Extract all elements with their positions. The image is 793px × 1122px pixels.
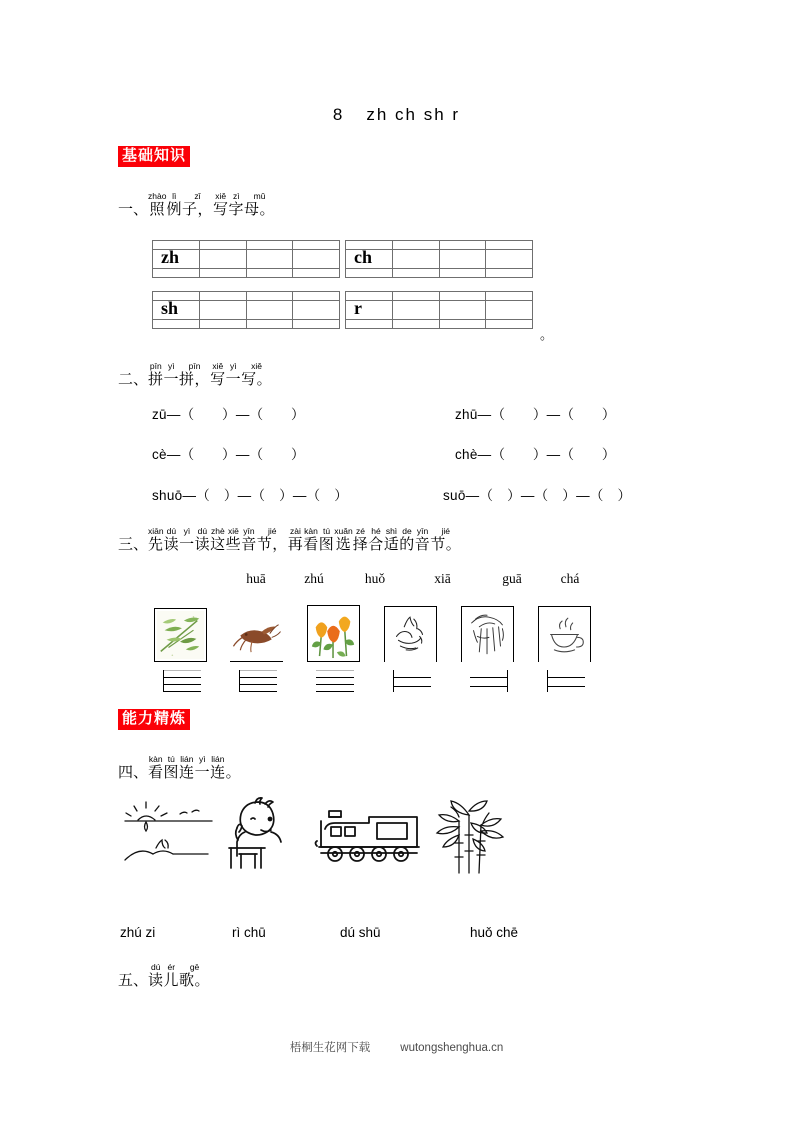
tea-cup-icon xyxy=(539,607,590,662)
answer-stave-6[interactable] xyxy=(547,670,585,692)
stave-line xyxy=(163,691,201,692)
grid-cell[interactable] xyxy=(393,241,440,277)
stave-line xyxy=(393,686,431,687)
word-label-4[interactable]: huǒ chē xyxy=(470,925,519,940)
ruby-xian: xiān 先 xyxy=(148,526,164,553)
grid-cell[interactable] xyxy=(293,241,339,277)
exercise-3-number: 三、 xyxy=(118,536,149,553)
grid-line-top xyxy=(247,300,293,301)
picture-fire-bird-sketch xyxy=(384,606,437,662)
ruby-xie: xiē 些 xyxy=(225,526,242,553)
grid-letter: r xyxy=(354,298,362,318)
grid-line-mid xyxy=(200,319,246,320)
grid-line-mid xyxy=(293,268,339,269)
train-icon xyxy=(313,805,428,867)
syllable-5: guā xyxy=(502,571,522,586)
ruby-du: dú 读 xyxy=(148,962,164,989)
syllable-4: xiā xyxy=(434,571,451,586)
ruby-pin2: pīn 拼， xyxy=(179,361,211,388)
pair-row-left-3[interactable]: shuō—（ ）—（ ）—（ ） xyxy=(152,488,349,503)
ruby-xie: xiě 写 xyxy=(212,191,229,218)
exercise-1-number: 一、 xyxy=(118,201,149,218)
grid-line-mid xyxy=(346,268,392,269)
ruby-zai: zài 再 xyxy=(287,526,304,553)
word-label-2[interactable]: rì chū xyxy=(232,925,266,940)
ruby-yi: yì 一 xyxy=(179,526,195,553)
grid-line-top xyxy=(200,300,246,301)
stave-line xyxy=(316,677,354,678)
stave-line xyxy=(163,670,201,671)
stave-line xyxy=(316,691,354,692)
grid-cell[interactable] xyxy=(486,292,532,328)
ruby-xuan: xuǎn 选 xyxy=(334,526,353,553)
picture-tea-cup xyxy=(538,606,591,662)
grid-letter: sh xyxy=(161,298,179,318)
exercise-4-period: 。 xyxy=(225,764,241,781)
grid-cell[interactable] xyxy=(486,241,532,277)
grid-line-top xyxy=(247,249,293,250)
picture-tulip-flowers xyxy=(307,605,360,662)
grid-line-mid xyxy=(247,268,293,269)
exercise-2-number: 二、 xyxy=(118,371,149,388)
ruby-de: de 的 xyxy=(399,526,415,553)
stave-line xyxy=(393,677,431,678)
pinyin-grid-ch[interactable] xyxy=(345,240,533,278)
grid-line-top xyxy=(293,300,339,301)
grid-letter: ch xyxy=(354,247,372,267)
exercise-1-heading xyxy=(118,192,275,219)
drawing-sunrise xyxy=(120,800,215,870)
stave-edge xyxy=(163,670,164,692)
ruby-jie: jié 节， xyxy=(256,526,288,553)
answer-stave-4[interactable] xyxy=(393,670,431,692)
drawing-train xyxy=(313,805,428,867)
grid-line-mid xyxy=(153,268,199,269)
stave-line xyxy=(316,670,354,671)
ruby-pin: pīn 拼 xyxy=(148,361,164,388)
ruby-ze: zé 择 xyxy=(352,526,369,553)
grid-line-mid xyxy=(440,268,486,269)
grid-cell[interactable] xyxy=(293,292,339,328)
grid-line-top xyxy=(346,300,392,301)
grid-line-top xyxy=(393,249,439,250)
stave-line xyxy=(547,677,585,678)
ruby-lian2: lián 连 xyxy=(210,754,226,781)
melon-plant-icon xyxy=(462,607,513,662)
grid-line-top xyxy=(440,249,486,250)
word-label-3[interactable]: dú shū xyxy=(340,925,381,940)
exercise-2-heading xyxy=(118,362,272,389)
pair-row-right-2[interactable]: chè—（ ）—（ ） xyxy=(455,447,616,462)
grid-line-top xyxy=(486,300,532,301)
page-title xyxy=(0,105,793,125)
exercise-3-heading xyxy=(118,527,461,554)
grid-cell[interactable] xyxy=(346,292,393,328)
grid-cell[interactable] xyxy=(393,292,440,328)
syllable-6: chá xyxy=(560,571,580,586)
stave-line xyxy=(163,684,201,685)
grid-cell[interactable] xyxy=(247,241,294,277)
grid-line-mid xyxy=(440,319,486,320)
ruby-yin: yīn 音 xyxy=(241,526,257,553)
stave-line xyxy=(547,686,585,687)
ruby-xie2: xiě 写。 xyxy=(241,361,273,388)
exercise-5-heading xyxy=(118,963,210,990)
answer-stave-5[interactable] xyxy=(470,670,508,692)
stave-line xyxy=(163,677,201,678)
grid-line-mid xyxy=(486,268,532,269)
ruby-tu: tú 图 xyxy=(318,526,335,553)
grid-cell[interactable] xyxy=(440,292,487,328)
ruby-shi: shì 适 xyxy=(383,526,400,553)
drawing-child-reading xyxy=(215,796,305,872)
pair-row-left-2[interactable]: cè—（ ）—（ ） xyxy=(152,447,305,462)
grid-line-top xyxy=(200,249,246,250)
footer-site-name: 梧桐生花网下载 xyxy=(289,1042,371,1054)
stave-line xyxy=(239,691,277,692)
trailing-period: 。 xyxy=(540,327,554,342)
grid-cell[interactable] xyxy=(247,292,294,328)
ruby-zhao: zhào 照 xyxy=(148,191,167,218)
pair-row-right-1[interactable]: zhū—（ ）—（ ） xyxy=(455,407,616,422)
grid-line-mid xyxy=(200,268,246,269)
shrimp-icon xyxy=(230,608,283,661)
grid-line-mid xyxy=(393,268,439,269)
bamboo-icon xyxy=(425,797,515,875)
syllable-list xyxy=(228,571,595,587)
syllable-2: zhú xyxy=(304,571,324,586)
grid-line-mid xyxy=(486,319,532,320)
stave-edge xyxy=(547,670,548,692)
ruby-yin2: yīn 音 xyxy=(414,526,431,553)
page-title-number: 8 xyxy=(332,105,345,124)
child-reading-icon xyxy=(215,796,305,872)
pair-row-right-3[interactable]: suō—（ ）—（ ）—（ ） xyxy=(443,488,632,503)
exercise-4-heading xyxy=(118,755,241,782)
ruby-du: dú 读 xyxy=(163,526,180,553)
ruby-zi: zǐ 子， xyxy=(181,191,213,218)
picture-bamboo-leaves xyxy=(154,608,207,662)
stave-line xyxy=(470,686,508,687)
ruby-yi: yì 一 xyxy=(194,754,211,781)
grid-line-top xyxy=(440,300,486,301)
ruby-kan: kàn 看 xyxy=(148,754,164,781)
grid-cell[interactable] xyxy=(153,241,200,277)
ruby-jie2: jié 节。 xyxy=(430,526,462,553)
syllable-1: huā xyxy=(246,571,266,586)
exercise-4-number: 四、 xyxy=(118,764,149,781)
stave-line xyxy=(239,677,277,678)
pinyin-grid-r[interactable] xyxy=(345,291,533,329)
pinyin-grid-zh[interactable] xyxy=(152,240,340,278)
answer-stave-3[interactable] xyxy=(316,670,354,692)
stave-edge xyxy=(393,670,394,692)
stave-edge xyxy=(507,670,508,692)
tulip-flowers-icon xyxy=(308,606,359,661)
ruby-yi: yì 一 xyxy=(163,361,180,388)
ruby-du2: dú 读 xyxy=(194,526,211,553)
grid-line-mid xyxy=(393,319,439,320)
answer-stave-1[interactable] xyxy=(163,670,201,692)
footer-site-url: wutongshenghua.cn xyxy=(400,1042,504,1054)
stave-line xyxy=(239,670,277,671)
ruby-kan: kàn 看 xyxy=(303,526,319,553)
grid-line-top xyxy=(393,300,439,301)
ruby-mu: mǔ 母。 xyxy=(244,191,276,218)
grid-cell[interactable] xyxy=(440,241,487,277)
ruby-er: ér 儿 xyxy=(163,962,180,989)
picture-melon-plant xyxy=(461,606,514,662)
grid-line-mid xyxy=(346,319,392,320)
bamboo-leaves-icon xyxy=(155,609,206,661)
section-badge-ability-training: 能力精炼 xyxy=(118,709,190,730)
grid-line-top xyxy=(486,249,532,250)
grid-line-mid xyxy=(247,319,293,320)
exercise-5-number: 五、 xyxy=(118,972,149,989)
ruby-he: hé 合 xyxy=(368,526,384,553)
stave-line xyxy=(239,684,277,685)
grid-cell[interactable] xyxy=(200,241,247,277)
stave-line xyxy=(316,684,354,685)
picture-shrimp xyxy=(230,608,283,662)
pair-row-left-1[interactable]: zū—（ ）—（ ） xyxy=(152,407,305,422)
sunrise-icon xyxy=(120,800,215,870)
ruby-tu: tú 图 xyxy=(163,754,180,781)
ruby-xie: xiě 写 xyxy=(210,361,226,388)
grid-letter: zh xyxy=(161,247,179,267)
answer-stave-2[interactable] xyxy=(239,670,277,692)
syllable-3: huǒ xyxy=(364,571,386,586)
pinyin-grid-sh[interactable] xyxy=(152,291,340,329)
drawing-bamboo xyxy=(425,797,515,875)
ruby-zi2: zì 字 xyxy=(228,191,245,218)
ruby-ge: gē 歌。 xyxy=(179,962,211,989)
word-label-1[interactable]: zhú zi xyxy=(120,925,156,940)
ruby-lian: lián 连 xyxy=(179,754,195,781)
stave-line xyxy=(470,677,508,678)
page-title-letters: zh ch sh r xyxy=(366,105,461,124)
grid-cell[interactable] xyxy=(200,292,247,328)
stave-edge xyxy=(239,670,240,692)
fire-bird-sketch-icon xyxy=(385,607,436,662)
grid-line-top xyxy=(293,249,339,250)
grid-cell[interactable] xyxy=(346,241,393,277)
ruby-li: lì 例 xyxy=(166,191,182,218)
ruby-yi2: yì 一 xyxy=(225,361,242,388)
ruby-zhe: zhè 这 xyxy=(210,526,226,553)
footer xyxy=(0,1039,793,1055)
grid-line-mid xyxy=(153,319,199,320)
section-badge-basic-knowledge: 基础知识 xyxy=(118,146,190,167)
grid-cell[interactable] xyxy=(153,292,200,328)
grid-line-mid xyxy=(293,319,339,320)
